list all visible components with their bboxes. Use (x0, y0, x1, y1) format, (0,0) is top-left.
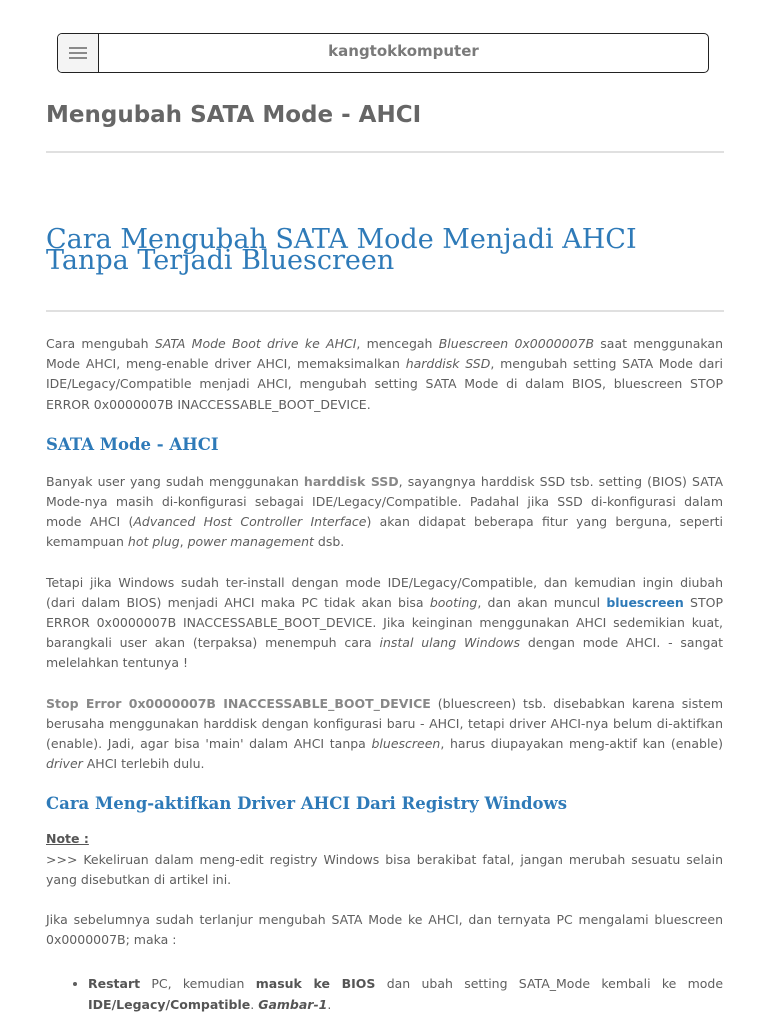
paragraph: Jika sebelumnya sudah terlanjur mengubah SATA Mode ke AHCI, dan ternyata PC mengalami bluescreen 0x0000007B; maka : (46, 912, 723, 948)
paragraph: Tetapi jika Windows sudah ter-install dengan mode IDE/Legacy/Compatible, dan kemudian ingin diubah (dari dalam BIOS) menjadi AHCI maka PC tidak akan bisa booting, dan akan muncul bluescreen STOP ERROR 0x0000007B INACCESSABLE_BOOT_DEVICE. Jika keinginan menggunakan AHCI sedemikian kuat, barangkali user akan (terpaksa) menempuh cara instal ulang Windows dengan mode AHCI. - sangat melelahkan tentunya ! (46, 574, 724, 671)
hamburger-menu-icon[interactable] (58, 34, 99, 72)
section-heading-sata-mode: SATA Mode - AHCI (46, 434, 219, 454)
site-name[interactable]: kangtokkomputer (328, 42, 479, 60)
paragraph: Stop Error 0x0000007B INACCESSABLE_BOOT_DEVICE (bluescreen) tsb. disebabkan karena sistem berusaha menggunakan harddisk dengan konfigurasi baru - AHCI, tetapi driver AHCI-nya belum di-aktifkan (enable). Jadi, agar bisa 'main' dalam AHCI tanpa bluescreen, harus diupayakan meng-aktif kan (enable) driver AHCI terlebih dulu. (46, 695, 723, 772)
divider (46, 310, 724, 312)
article-body (46, 334, 723, 1015)
article-title: Cara Mengubah SATA Mode Menjadi AHCI Tanpa Terjadi Bluescreen (46, 224, 637, 276)
note-paragraph: Note : >>> Kekeliruan dalam meng-edit registry Windows bisa berakibat fatal, jangan merubah sesuatu selain yang disebutkan di artikel ini. (46, 831, 723, 887)
section-heading-driver-ahci: Cara Meng-aktifkan Driver AHCI Dari Registry Windows (46, 794, 568, 814)
intro-paragraph: Cara mengubah SATA Mode Boot drive ke AHCI, mencegah Bluescreen 0x0000007B saat menggunakan Mode AHCI, meng-enable driver AHCI, memaksimalkan harddisk SSD, mengubah setting SATA Mode dari IDE/Legacy/Compatible menjadi AHCI, mengubah setting SATA Mode di dalam BIOS, bluescreen STOP ERROR 0x0000007B INACCESSABLE_BOOT_DEVICE. (46, 336, 724, 412)
list-item: • Restart PC, kemudian masuk ke BIOS dan ubah setting SATA_Mode kembali ke mode IDE/Legacy/Compatible. Gambar-1. (88, 974, 723, 1014)
note-label: Note : (46, 831, 89, 847)
top-navbar (57, 33, 709, 73)
page-title: Mengubah SATA Mode - AHCI (46, 102, 422, 128)
divider (46, 151, 724, 153)
steps-list (46, 974, 723, 1014)
paragraph: Banyak user yang sudah menggunakan harddisk SSD, sayangnya harddisk SSD tsb. setting (BIOS) SATA Mode-nya masih di-konfigurasi sebagai IDE/Legacy/Compatible. Padahal jika SSD di-konfigurasi dalam mode AHCI (Advanced Host Controller Interface) akan didapat beberapa fitur yang berguna, seperti kemampuan hot plug, power management dsb. (46, 473, 723, 550)
